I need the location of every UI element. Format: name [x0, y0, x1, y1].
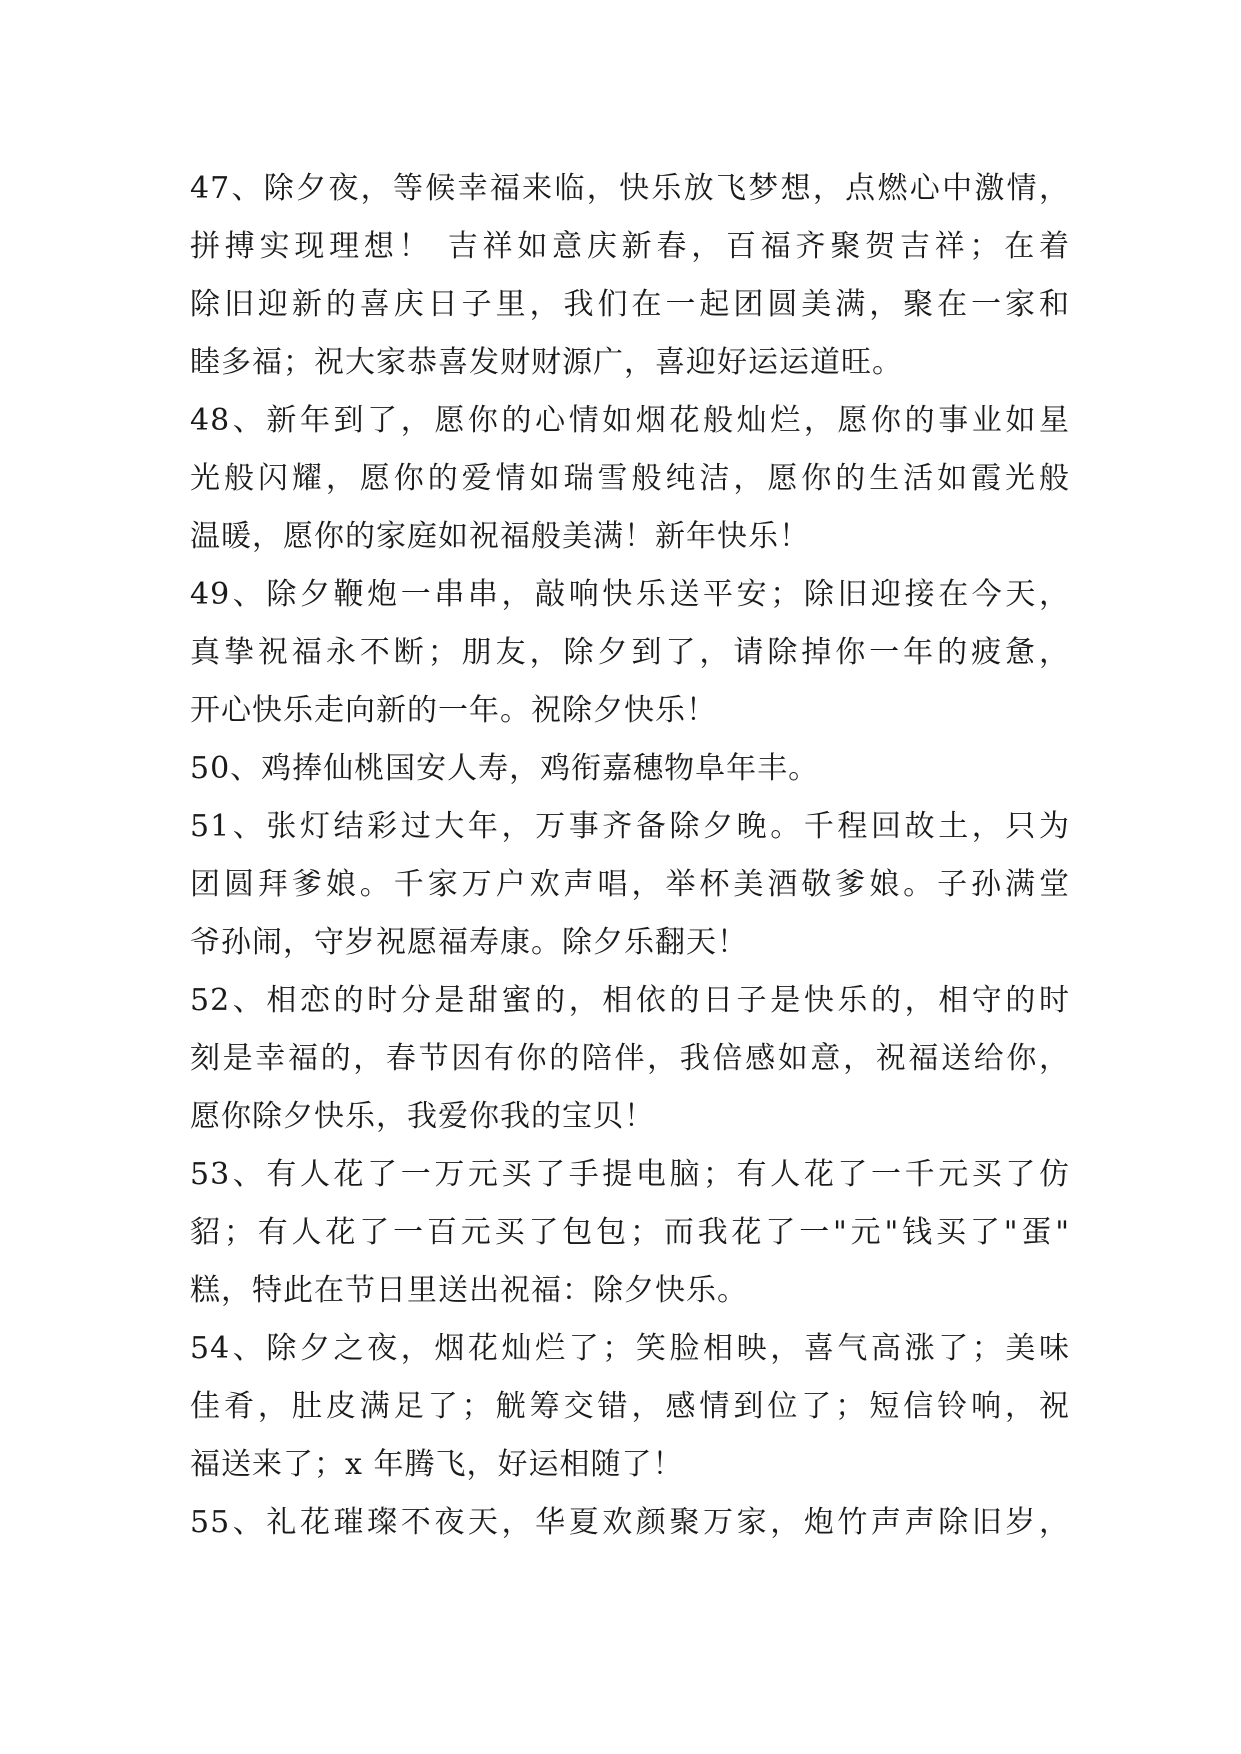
text-line: 49、除夕鞭炮一串串，敲响快乐送平安；除旧迎接在今天，	[190, 577, 1070, 612]
text-line: 除旧迎新的喜庆日子里，我们在一起团圆美满，聚在一家和	[190, 287, 1070, 322]
text-line: 爷孙闹，守岁祝愿福寿康。除夕乐翻天！	[190, 925, 748, 960]
text-line: 刻是幸福的，春节因有你的陪伴，我倍感如意，祝福送给你，	[190, 1041, 1070, 1076]
text-line: 拼搏实现理想！ 吉祥如意庆新春，百福齐聚贺吉祥；在着	[190, 229, 1070, 264]
text-line: 温暖，愿你的家庭如祝福般美满！新年快乐！	[190, 519, 810, 554]
text-line: 福送来了；x 年腾飞，好运相随了！	[190, 1447, 684, 1482]
text-line: 团圆拜爹娘。千家万户欢声唱，举杯美酒敬爹娘。子孙满堂	[190, 867, 1070, 902]
text-line: 糕，特此在节日里送出祝福：除夕快乐。	[190, 1273, 748, 1308]
text-line: 54、除夕之夜，烟花灿烂了；笑脸相映，喜气高涨了；美味	[190, 1331, 1070, 1366]
text-line: 貂；有人花了一百元买了包包；而我花了一"元"钱买了"蛋"	[190, 1215, 1070, 1250]
text-line: 53、有人花了一万元买了手提电脑；有人花了一千元买了仿	[190, 1157, 1070, 1192]
text-line: 51、张灯结彩过大年，万事齐备除夕晚。千程回故土，只为	[190, 809, 1070, 844]
text-line: 佳肴，肚皮满足了；觥筹交错，感情到位了；短信铃响，祝	[190, 1389, 1070, 1424]
text-line: 愿你除夕快乐，我爱你我的宝贝！	[190, 1099, 655, 1134]
text-line: 47、除夕夜，等候幸福来临，快乐放飞梦想，点燃心中激情，	[190, 171, 1070, 206]
text-line: 52、相恋的时分是甜蜜的，相依的日子是快乐的，相守的时	[190, 983, 1070, 1018]
text-line: 真挚祝福永不断；朋友，除夕到了，请除掉你一年的疲惫，	[190, 635, 1070, 670]
text-line: 光般闪耀，愿你的爱情如瑞雪般纯洁，愿你的生活如霞光般	[190, 461, 1070, 496]
document-body	[190, 160, 1070, 1552]
text-line: 睦多福；祝大家恭喜发财财源广，喜迎好运运道旺。	[190, 345, 903, 380]
text-line: 48、新年到了，愿你的心情如烟花般灿烂，愿你的事业如星	[190, 403, 1070, 438]
text-line: 55、礼花璀璨不夜天，华夏欢颜聚万家，炮竹声声除旧岁，	[190, 1505, 1070, 1540]
text-line: 开心快乐走向新的一年。祝除夕快乐！	[190, 693, 717, 728]
text-line: 50、鸡捧仙桃国安人寿，鸡衔嘉穗物阜年丰。	[190, 751, 820, 786]
